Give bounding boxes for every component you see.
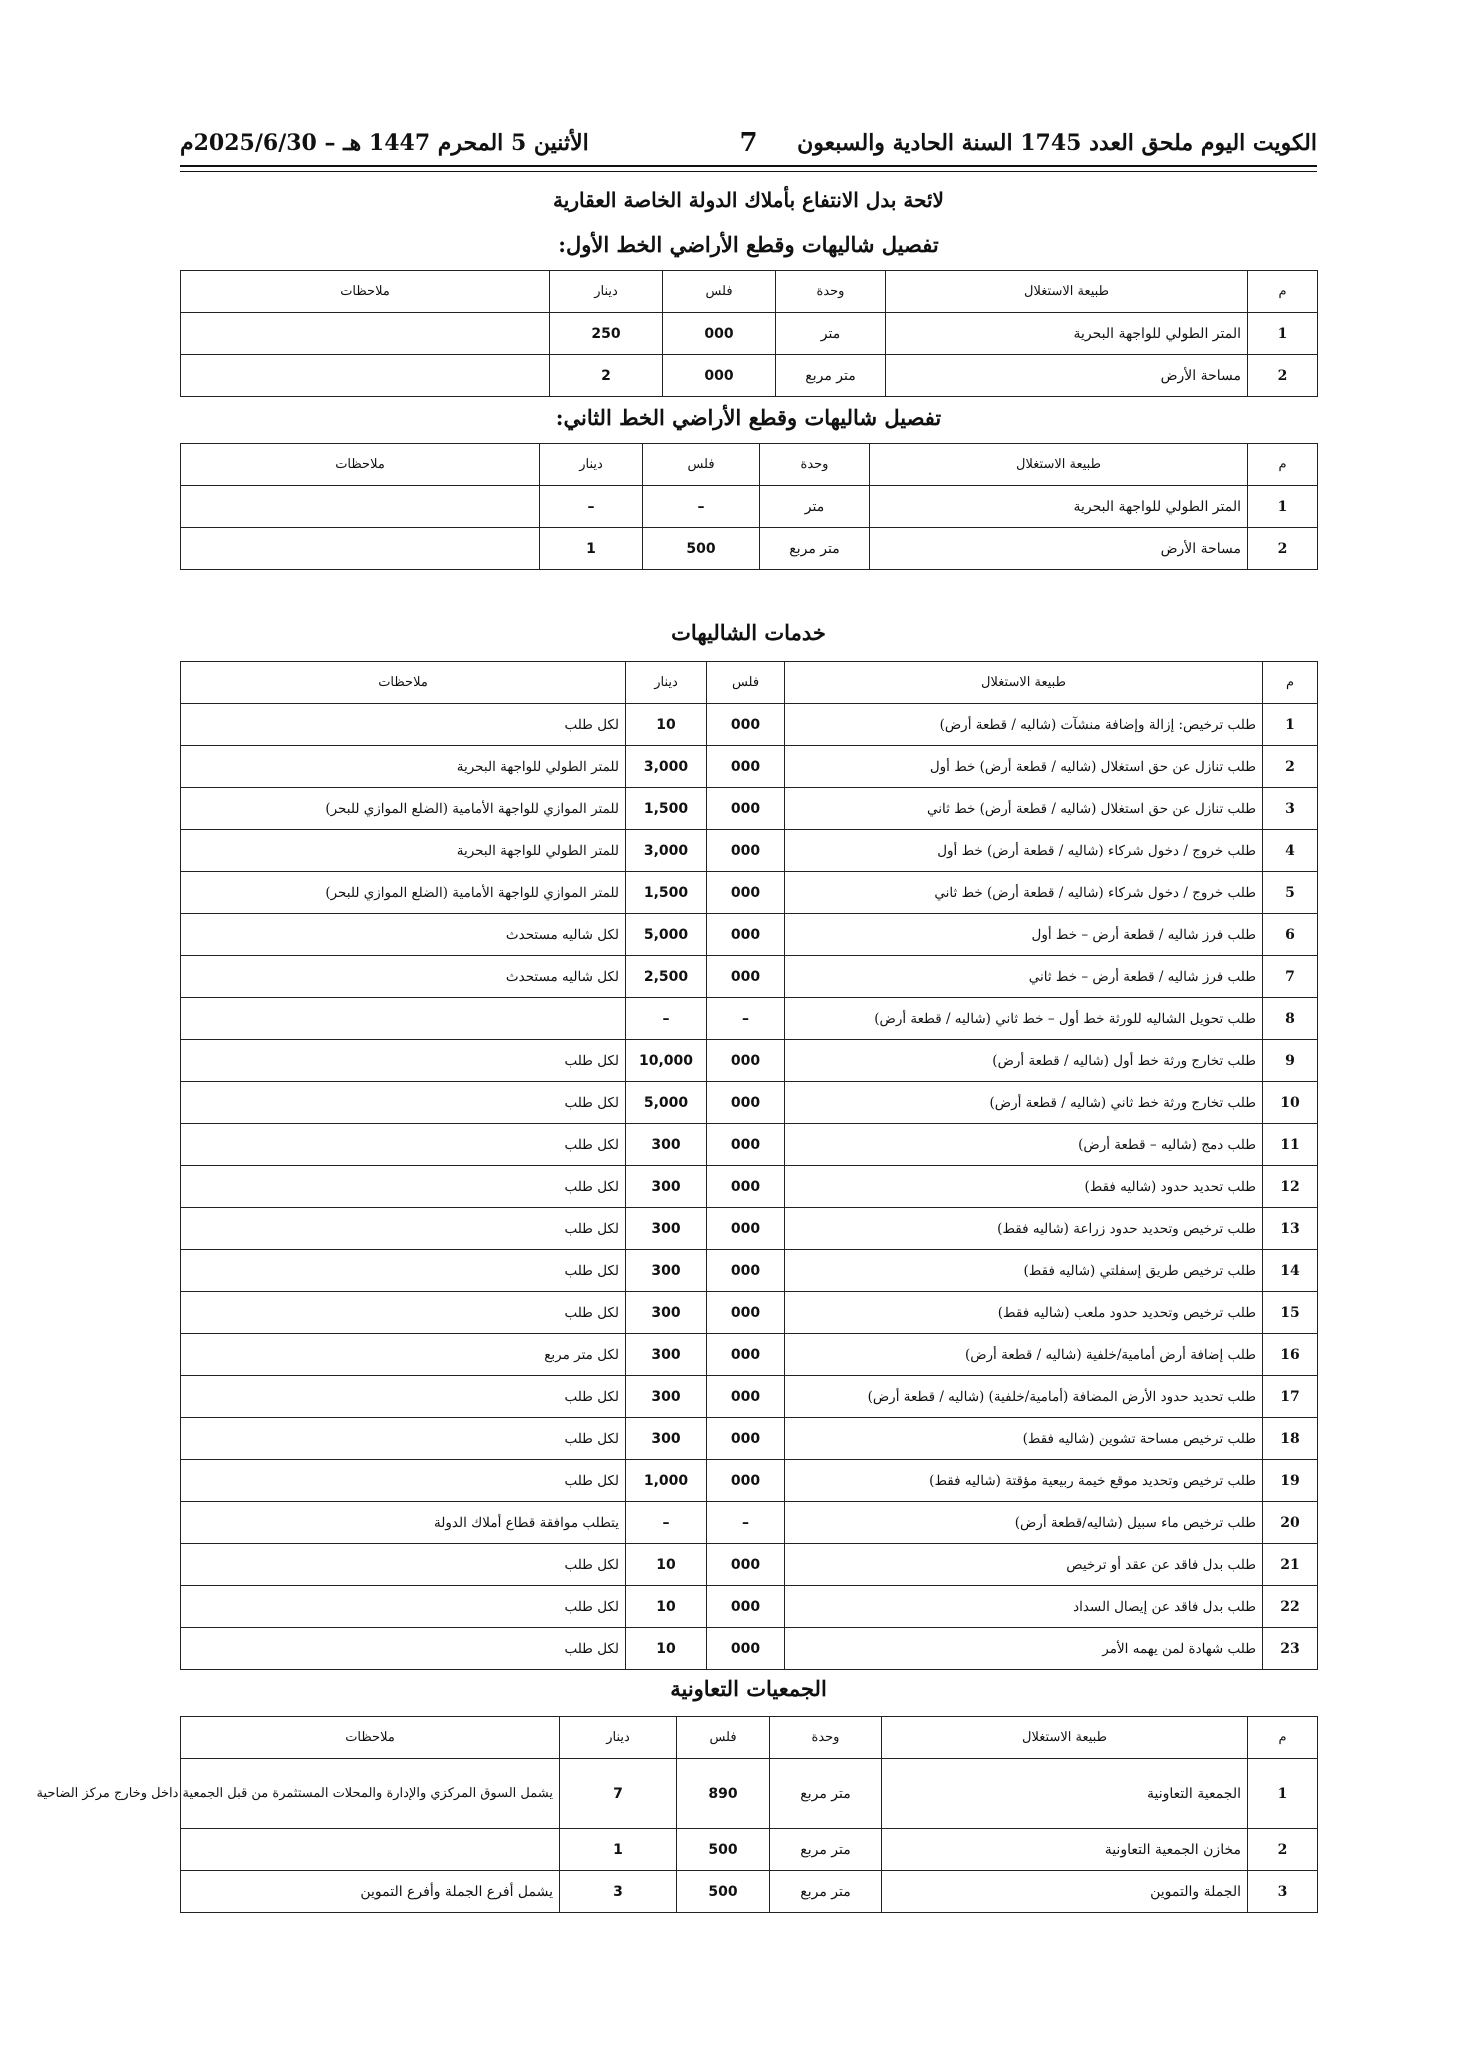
cell-dinar: 1,500 — [626, 872, 707, 914]
col-header-notes: ملاحظات — [181, 662, 626, 704]
col-header-nature: طبيعة الاستغلال — [882, 1717, 1248, 1759]
cell-fils: 000 — [707, 1082, 785, 1124]
cell-m: 23 — [1263, 1628, 1318, 1670]
col-header-nature: طبيعة الاستغلال — [785, 662, 1263, 704]
cell-fils: 000 — [707, 704, 785, 746]
table-row — [181, 1628, 1318, 1670]
cell-unit: متر — [776, 313, 886, 355]
cell-unit: متر مربع — [776, 355, 886, 397]
section4-title: الجمعيات التعاونية — [670, 1676, 827, 1701]
cell-nature: طلب خروج / دخول شركاء (شاليه / قطعة أرض) خط أول — [785, 830, 1263, 872]
cell-unit: متر مربع — [760, 528, 870, 570]
table-row — [181, 528, 1318, 570]
cell-nature: طلب ترخيص مساحة تشوين (شاليه فقط) — [785, 1418, 1263, 1460]
cell-dinar: 2 — [550, 355, 663, 397]
cell-notes: لكل طلب — [181, 1250, 626, 1292]
table-row — [181, 1759, 1318, 1829]
header-rule-thick — [180, 165, 1317, 167]
col-header-unit: وحدة — [760, 444, 870, 486]
col-header-m: م — [1248, 1717, 1318, 1759]
header-rule-thin — [180, 171, 1317, 172]
table-header-row — [181, 271, 1318, 313]
cell-notes: يشمل أفرع الجملة وأفرع التموين — [181, 1871, 560, 1913]
cell-nature: طلب تحديد حدود (شاليه فقط) — [785, 1166, 1263, 1208]
col-header-fils: فلس — [663, 271, 776, 313]
cell-m: 20 — [1263, 1502, 1318, 1544]
cell-fils: 000 — [707, 956, 785, 998]
cell-m: 16 — [1263, 1334, 1318, 1376]
cell-fils: 000 — [707, 1040, 785, 1082]
cell-notes: يشمل السوق المركزي والإدارة والمحلات المستثمرة من قبل الجمعية داخل وخارج مركز الضاحية — [181, 1759, 560, 1829]
cell-nature: طلب ترخيص وتحديد حدود زراعة (شاليه فقط) — [785, 1208, 1263, 1250]
table-row — [181, 1124, 1318, 1166]
cell-nature: طلب ترخيص: إزالة وإضافة منشآت (شاليه / قطعة أرض) — [785, 704, 1263, 746]
cell-fils: – — [707, 1502, 785, 1544]
cell-dinar: 300 — [626, 1166, 707, 1208]
table-row — [181, 486, 1318, 528]
cell-dinar: 10 — [626, 1628, 707, 1670]
col-header-m: م — [1248, 444, 1318, 486]
cell-notes: لكل طلب — [181, 1544, 626, 1586]
cell-nature: طلب تخارج ورثة خط ثاني (شاليه / قطعة أرض) — [785, 1082, 1263, 1124]
table-row — [181, 998, 1318, 1040]
cell-nature: طلب ترخيص ماء سبيل (شاليه/قطعة أرض) — [785, 1502, 1263, 1544]
cell-m: 8 — [1263, 998, 1318, 1040]
cell-fils: 500 — [677, 1871, 770, 1913]
cell-dinar: 5,000 — [626, 1082, 707, 1124]
document-title: لائحة بدل الانتفاع بأملاك الدولة الخاصة العقارية — [553, 188, 944, 212]
table-row — [181, 914, 1318, 956]
cell-fils: – — [707, 998, 785, 1040]
cell-dinar: 1 — [560, 1829, 677, 1871]
cell-dinar: 10 — [626, 1586, 707, 1628]
cell-m: 21 — [1263, 1544, 1318, 1586]
cell-notes: لكل طلب — [181, 1124, 626, 1166]
cell-m: 3 — [1248, 1871, 1318, 1913]
cell-nature: طلب شهادة لمن يهمه الأمر — [785, 1628, 1263, 1670]
cell-dinar: 3 — [560, 1871, 677, 1913]
cell-notes: يتطلب موافقة قطاع أملاك الدولة — [181, 1502, 626, 1544]
cell-m: 2 — [1248, 528, 1318, 570]
table-row — [181, 1166, 1318, 1208]
cell-dinar: 10 — [626, 1544, 707, 1586]
cell-fils: 000 — [663, 355, 776, 397]
cell-notes: لكل شاليه مستحدث — [181, 914, 626, 956]
table-row — [181, 1502, 1318, 1544]
cell-m: 17 — [1263, 1376, 1318, 1418]
col-header-m: م — [1248, 271, 1318, 313]
cell-nature: طلب فرز شاليه / قطعة أرض – خط ثاني — [785, 956, 1263, 998]
cell-dinar: 3,000 — [626, 746, 707, 788]
cell-notes: لكل طلب — [181, 1082, 626, 1124]
cell-nature: طلب خروج / دخول شركاء (شاليه / قطعة أرض) خط ثاني — [785, 872, 1263, 914]
cell-notes: لكل طلب — [181, 1166, 626, 1208]
cell-nature: طلب دمج (شاليه – قطعة أرض) — [785, 1124, 1263, 1166]
cell-notes: لكل طلب — [181, 1376, 626, 1418]
cell-m: 10 — [1263, 1082, 1318, 1124]
table-row — [181, 1376, 1318, 1418]
cell-dinar: 7 — [560, 1759, 677, 1829]
cell-m: 15 — [1263, 1292, 1318, 1334]
cell-nature: المتر الطولي للواجهة البحرية — [870, 486, 1248, 528]
cell-fils: 000 — [663, 313, 776, 355]
cell-fils: 000 — [707, 1544, 785, 1586]
table-row — [181, 1829, 1318, 1871]
cell-dinar: 1,500 — [626, 788, 707, 830]
cell-m: 3 — [1263, 788, 1318, 830]
cell-dinar: 300 — [626, 1250, 707, 1292]
cell-fils: 000 — [707, 914, 785, 956]
section2-table — [180, 443, 1318, 570]
col-header-notes: ملاحظات — [181, 1717, 560, 1759]
cell-dinar: 10 — [626, 704, 707, 746]
cell-dinar: 300 — [626, 1334, 707, 1376]
cell-m: 13 — [1263, 1208, 1318, 1250]
cell-fils: 000 — [707, 1166, 785, 1208]
header-date: الأثنين 5 المحرم 1447 هـ – 2025/6/30م — [180, 130, 589, 156]
table-row — [181, 1418, 1318, 1460]
table-row — [181, 1460, 1318, 1502]
cell-notes: للمتر الموازي للواجهة الأمامية (الضلع الموازي للبحر) — [181, 788, 626, 830]
cell-fils: 500 — [677, 1829, 770, 1871]
cell-nature: طلب ترخيص وتحديد موقع خيمة ربيعية مؤقتة (شاليه فقط) — [785, 1460, 1263, 1502]
col-header-fils: فلس — [643, 444, 760, 486]
table-row — [181, 788, 1318, 830]
cell-fils: 000 — [707, 788, 785, 830]
table-row — [181, 1586, 1318, 1628]
cell-nature: طلب بدل فاقد عن إيصال السداد — [785, 1586, 1263, 1628]
col-header-dinar: دينار — [540, 444, 643, 486]
table-row — [181, 313, 1318, 355]
col-header-notes: ملاحظات — [181, 271, 550, 313]
cell-nature: الجملة والتموين — [882, 1871, 1248, 1913]
cell-dinar: 300 — [626, 1208, 707, 1250]
cell-dinar: 300 — [626, 1376, 707, 1418]
col-header-nature: طبيعة الاستغلال — [870, 444, 1248, 486]
col-header-unit: وحدة — [770, 1717, 882, 1759]
table-row — [181, 956, 1318, 998]
cell-dinar: – — [626, 998, 707, 1040]
col-header-dinar: دينار — [550, 271, 663, 313]
cell-m: 6 — [1263, 914, 1318, 956]
table-row — [181, 746, 1318, 788]
cell-notes: لكل طلب — [181, 1628, 626, 1670]
table-row — [181, 355, 1318, 397]
cell-m: 2 — [1263, 746, 1318, 788]
cell-m: 1 — [1248, 486, 1318, 528]
cell-nature: طلب ترخيص طريق إسفلتي (شاليه فقط) — [785, 1250, 1263, 1292]
cell-notes: لكل متر مربع — [181, 1334, 626, 1376]
cell-nature: طلب فرز شاليه / قطعة أرض – خط أول — [785, 914, 1263, 956]
cell-nature: المتر الطولي للواجهة البحرية — [886, 313, 1248, 355]
section2-title: تفصيل شاليهات وقطع الأراضي الخط الثاني: — [555, 405, 942, 430]
cell-m: 1 — [1248, 313, 1318, 355]
col-header-notes: ملاحظات — [181, 444, 540, 486]
table-row — [181, 704, 1318, 746]
cell-dinar: – — [626, 1502, 707, 1544]
cell-notes: لكل شاليه مستحدث — [181, 956, 626, 998]
col-header-fils: فلس — [677, 1717, 770, 1759]
cell-m: 2 — [1248, 1829, 1318, 1871]
cell-nature: طلب تخارج ورثة خط أول (شاليه / قطعة أرض) — [785, 1040, 1263, 1082]
cell-nature: طلب تحويل الشاليه للورثة خط أول – خط ثاني (شاليه / قطعة أرض) — [785, 998, 1263, 1040]
section1-title: تفصيل شاليهات وقطع الأراضي الخط الأول: — [558, 232, 939, 257]
cell-m: 1 — [1248, 1759, 1318, 1829]
table-header-row — [181, 444, 1318, 486]
cell-m: 14 — [1263, 1250, 1318, 1292]
cell-notes: للمتر الطولي للواجهة البحرية — [181, 830, 626, 872]
table-row — [181, 1334, 1318, 1376]
cell-fils: 890 — [677, 1759, 770, 1829]
table-row — [181, 872, 1318, 914]
table-row — [181, 1082, 1318, 1124]
section4-table — [36, 1716, 1318, 1913]
cell-fils: 000 — [707, 1460, 785, 1502]
cell-fils: 500 — [643, 528, 760, 570]
cell-dinar: 10,000 — [626, 1040, 707, 1082]
cell-m: 4 — [1263, 830, 1318, 872]
cell-m: 19 — [1263, 1460, 1318, 1502]
table-row — [181, 1250, 1318, 1292]
cell-nature: الجمعية التعاونية — [882, 1759, 1248, 1829]
col-header-dinar: دينار — [626, 662, 707, 704]
cell-notes — [181, 313, 550, 355]
cell-fils: 000 — [707, 1208, 785, 1250]
cell-notes: لكل طلب — [181, 704, 626, 746]
table-row — [181, 1292, 1318, 1334]
cell-dinar: 2,500 — [626, 956, 707, 998]
cell-fils: 000 — [707, 1418, 785, 1460]
cell-m: 12 — [1263, 1166, 1318, 1208]
cell-unit: متر مربع — [770, 1871, 882, 1913]
table-row — [181, 830, 1318, 872]
cell-m: 22 — [1263, 1586, 1318, 1628]
cell-notes: للمتر الطولي للواجهة البحرية — [181, 746, 626, 788]
cell-m: 2 — [1248, 355, 1318, 397]
section3-title: خدمات الشاليهات — [671, 620, 826, 645]
cell-notes: لكل طلب — [181, 1292, 626, 1334]
cell-nature: طلب تحديد حدود الأرض المضافة (أمامية/خلفية) (شاليه / قطعة أرض) — [785, 1376, 1263, 1418]
cell-notes: لكل طلب — [181, 1208, 626, 1250]
cell-notes — [181, 528, 540, 570]
col-header-nature: طبيعة الاستغلال — [886, 271, 1248, 313]
cell-fils: 000 — [707, 872, 785, 914]
cell-fils: 000 — [707, 1292, 785, 1334]
cell-dinar: – — [540, 486, 643, 528]
col-header-fils: فلس — [707, 662, 785, 704]
table-row — [181, 1040, 1318, 1082]
cell-fils: 000 — [707, 1628, 785, 1670]
col-header-m: م — [1263, 662, 1318, 704]
table-header-row — [181, 662, 1318, 704]
cell-notes: لكل طلب — [181, 1418, 626, 1460]
col-header-unit: وحدة — [776, 271, 886, 313]
cell-m: 5 — [1263, 872, 1318, 914]
cell-nature: مساحة الأرض — [870, 528, 1248, 570]
table-row — [181, 1208, 1318, 1250]
header-publication-info: الكويت اليوم ملحق العدد 1745 السنة الحادية والسبعون — [797, 130, 1317, 156]
cell-m: 7 — [1263, 956, 1318, 998]
col-header-dinar: دينار — [560, 1717, 677, 1759]
cell-notes — [181, 355, 550, 397]
cell-notes: لكل طلب — [181, 1040, 626, 1082]
cell-unit: متر مربع — [770, 1829, 882, 1871]
table-row — [181, 1871, 1318, 1913]
cell-dinar: 300 — [626, 1418, 707, 1460]
cell-m: 1 — [1263, 704, 1318, 746]
cell-dinar: 1 — [540, 528, 643, 570]
cell-dinar: 250 — [550, 313, 663, 355]
cell-notes: لكل طلب — [181, 1460, 626, 1502]
page-header — [180, 122, 1317, 164]
cell-fils: 000 — [707, 1376, 785, 1418]
cell-notes: لكل طلب — [181, 1586, 626, 1628]
cell-fils: 000 — [707, 1124, 785, 1166]
cell-nature: طلب تنازل عن حق استغلال (شاليه / قطعة أرض) خط أول — [785, 746, 1263, 788]
cell-fils: – — [643, 486, 760, 528]
cell-nature: طلب ترخيص وتحديد حدود ملعب (شاليه فقط) — [785, 1292, 1263, 1334]
cell-notes — [181, 1829, 560, 1871]
cell-fils: 000 — [707, 1250, 785, 1292]
cell-notes: للمتر الموازي للواجهة الأمامية (الضلع الموازي للبحر) — [181, 872, 626, 914]
cell-unit: متر — [760, 486, 870, 528]
cell-notes — [181, 998, 626, 1040]
cell-fils: 000 — [707, 1334, 785, 1376]
table-header-row — [181, 1717, 1318, 1759]
cell-nature: طلب بدل فاقد عن عقد أو ترخيص — [785, 1544, 1263, 1586]
cell-dinar: 300 — [626, 1292, 707, 1334]
cell-fils: 000 — [707, 1586, 785, 1628]
cell-unit: متر مربع — [770, 1759, 882, 1829]
page-number: 7 — [739, 128, 758, 158]
table-row — [181, 1544, 1318, 1586]
cell-nature: مخازن الجمعية التعاونية — [882, 1829, 1248, 1871]
cell-dinar: 300 — [626, 1124, 707, 1166]
cell-fils: 000 — [707, 830, 785, 872]
section1-table — [180, 270, 1318, 397]
cell-nature: مساحة الأرض — [886, 355, 1248, 397]
cell-m: 9 — [1263, 1040, 1318, 1082]
cell-dinar: 5,000 — [626, 914, 707, 956]
cell-nature: طلب إضافة أرض أمامية/خلفية (شاليه / قطعة أرض) — [785, 1334, 1263, 1376]
cell-notes — [181, 486, 540, 528]
cell-dinar: 3,000 — [626, 830, 707, 872]
section3-table — [180, 661, 1318, 1670]
cell-m: 11 — [1263, 1124, 1318, 1166]
cell-m: 18 — [1263, 1418, 1318, 1460]
cell-nature: طلب تنازل عن حق استغلال (شاليه / قطعة أرض) خط ثاني — [785, 788, 1263, 830]
cell-fils: 000 — [707, 746, 785, 788]
cell-dinar: 1,000 — [626, 1460, 707, 1502]
